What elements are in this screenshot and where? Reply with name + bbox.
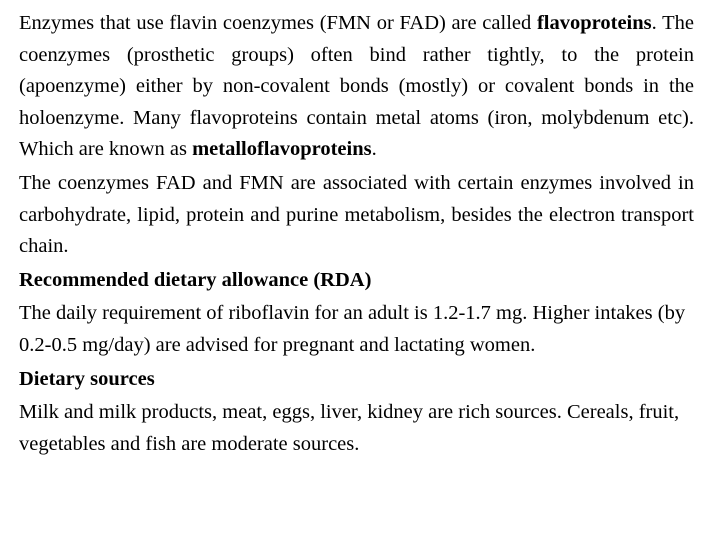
rda-heading-text: Recommended dietary allowance (RDA) (19, 268, 372, 291)
intro-text-a: Enzymes that use flavin coenzymes (FMN or FAD) are called (19, 12, 537, 34)
coenzymes-paragraph: The coenzymes FAD and FMN are associated with certain enzymes involved in carbohydrate, lipid, protein and purine metabolism, besides the electron transport chain. (19, 171, 694, 258)
document-page (19, 8, 694, 460)
rda-heading (19, 265, 694, 297)
term-metalloflavoproteins: metalloflavoproteins (192, 138, 372, 161)
intro-text-b: . The coenzymes (prosthetic groups) often bind rather tightly, to the protein (apoenzyme) either by non-covalent bonds (mostly) or covalent bonds in the holoenzyme. Many flavoproteins contain metal atoms (iron, molybdenum etc). Which are known as (19, 12, 694, 161)
term-flavoproteins: flavoproteins (536, 12, 652, 34)
sources-paragraph: Milk and milk products, meat, eggs, liver, kidney are rich sources. Cereals, fruit, vegetables and fish are moderate sources. (19, 401, 680, 455)
intro-paragraph (19, 8, 694, 166)
sources-heading (19, 364, 694, 396)
sources-heading-text: Dietary sources (19, 367, 155, 390)
intro-text-c: . (371, 138, 377, 161)
rda-paragraph: The daily requirement of riboflavin for an adult is 1.2-1.7 mg. Higher intakes (by 0.2-0.5 mg/day) are advised for pregnant and lactating women. (19, 302, 686, 356)
